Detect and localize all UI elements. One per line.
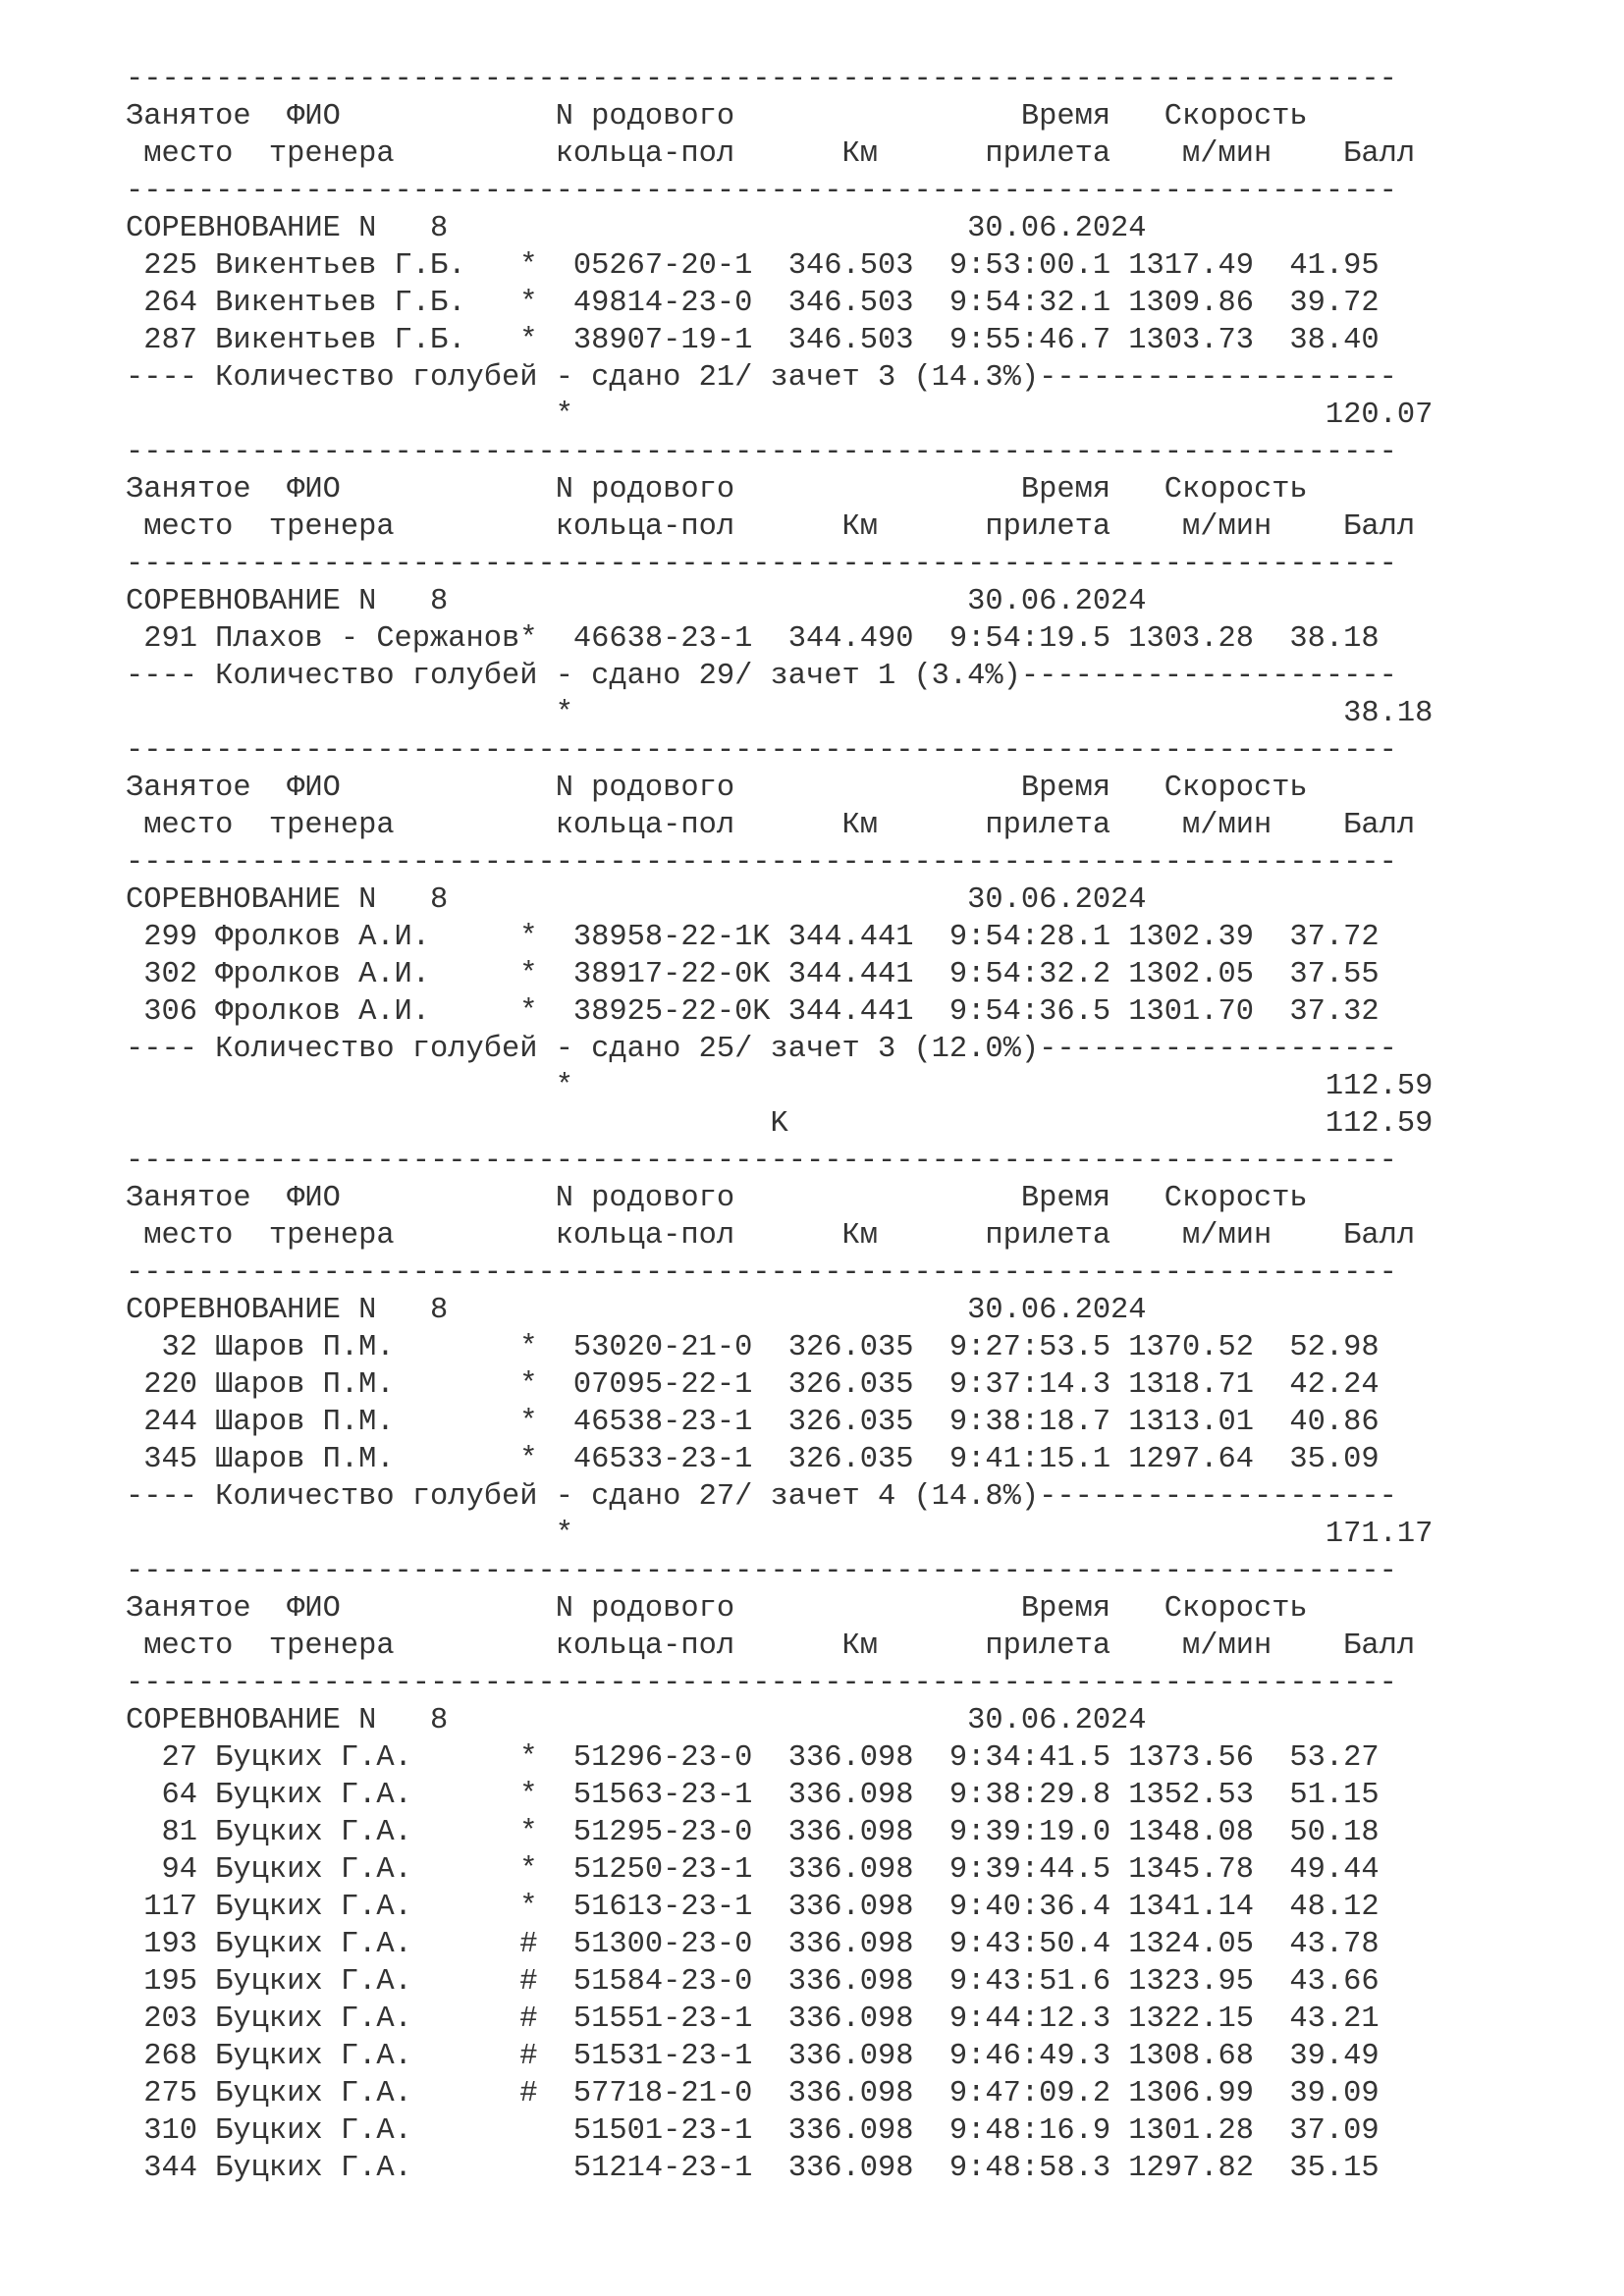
competition-title-line: СОРЕВНОВАНИЕ N 8 30.06.2024 <box>126 1294 1147 1327</box>
separator-line: ----------------------------------------------------------------------- <box>126 734 1397 768</box>
separator-line: ----------------------------------------------------------------------- <box>126 63 1397 96</box>
total-line: * 38.18 <box>126 697 1434 730</box>
summary-line: ---- Количество голубей - сдано 29/ зачет 1 (3.4%)--------------------- <box>126 660 1397 693</box>
result-row: 117 Буцких Г.А. * 51613-23-1 336.098 9:40:36.4 1341.14 48.12 <box>126 1891 1380 1924</box>
result-row: 81 Буцких Г.А. * 51295-23-0 336.098 9:39:19.0 1348.08 50.18 <box>126 1816 1380 1849</box>
result-row: 264 Викентьев Г.Б. * 49814-23-0 346.503 9:54:32.1 1309.86 39.72 <box>126 287 1380 320</box>
separator-line: ----------------------------------------------------------------------- <box>126 1555 1397 1588</box>
result-row: 220 Шаров П.М. * 07095-22-1 326.035 9:37:14.3 1318.71 42.24 <box>126 1368 1380 1402</box>
result-row: 225 Викентьев Г.Б. * 05267-20-1 346.503 9:53:00.1 1317.49 41.95 <box>126 249 1380 283</box>
result-row: 287 Викентьев Г.Б. * 38907-19-1 346.503 9:55:46.7 1303.73 38.40 <box>126 324 1380 357</box>
separator-line: ----------------------------------------------------------------------- <box>126 548 1397 581</box>
result-row: 344 Буцких Г.А. 51214-23-1 336.098 9:48:58.3 1297.82 35.15 <box>126 2152 1380 2185</box>
separator-line: ----------------------------------------------------------------------- <box>126 175 1397 208</box>
column-header-line: Занятое ФИО N родового Время Скорость <box>126 1182 1308 1215</box>
result-row: 345 Шаров П.М. * 46533-23-1 326.035 9:41:15.1 1297.64 35.09 <box>126 1443 1380 1476</box>
result-row: 203 Буцких Г.А. # 51551-23-1 336.098 9:44:12.3 1322.15 43.21 <box>126 2002 1380 2036</box>
result-row: 195 Буцких Г.А. # 51584-23-0 336.098 9:43:51.6 1323.95 43.66 <box>126 1965 1380 1999</box>
competition-title-line: СОРЕВНОВАНИЕ N 8 30.06.2024 <box>126 1704 1147 1737</box>
total-line: K 112.59 <box>126 1107 1434 1141</box>
total-line: * 120.07 <box>126 399 1434 432</box>
result-row: 32 Шаров П.М. * 53020-21-0 326.035 9:27:53.5 1370.52 52.98 <box>126 1331 1380 1364</box>
result-row: 299 Фролков А.И. * 38958-22-1K 344.441 9:54:28.1 1302.39 37.72 <box>126 921 1380 954</box>
column-header-line: Занятое ФИО N родового Время Скорость <box>126 473 1308 507</box>
column-header-line: место тренера кольца-пол Км прилета м/мин Балл <box>126 1629 1416 1663</box>
results-document <box>126 61 1433 2187</box>
separator-line: ----------------------------------------------------------------------- <box>126 436 1397 469</box>
result-row: 302 Фролков А.И. * 38917-22-0K 344.441 9:54:32.2 1302.05 37.55 <box>126 958 1380 991</box>
separator-line: ----------------------------------------------------------------------- <box>126 846 1397 880</box>
summary-line: ---- Количество голубей - сдано 25/ зачет 3 (12.0%)-------------------- <box>126 1033 1397 1066</box>
result-row: 244 Шаров П.М. * 46538-23-1 326.035 9:38:18.7 1313.01 40.86 <box>126 1406 1380 1439</box>
result-row: 193 Буцких Г.А. # 51300-23-0 336.098 9:43:50.4 1324.05 43.78 <box>126 1928 1380 1961</box>
result-row: 275 Буцких Г.А. # 57718-21-0 336.098 9:47:09.2 1306.99 39.09 <box>126 2077 1380 2110</box>
result-row: 94 Буцких Г.А. * 51250-23-1 336.098 9:39:44.5 1345.78 49.44 <box>126 1853 1380 1887</box>
competition-title-line: СОРЕВНОВАНИЕ N 8 30.06.2024 <box>126 883 1147 917</box>
separator-line: ----------------------------------------------------------------------- <box>126 1145 1397 1178</box>
column-header-line: Занятое ФИО N родового Время Скорость <box>126 100 1308 133</box>
separator-line: ----------------------------------------------------------------------- <box>126 1667 1397 1700</box>
column-header-line: место тренера кольца-пол Км прилета м/мин Балл <box>126 809 1416 842</box>
competition-title-line: СОРЕВНОВАНИЕ N 8 30.06.2024 <box>126 585 1147 618</box>
column-header-line: Занятое ФИО N родового Время Скорость <box>126 1592 1308 1626</box>
result-row: 64 Буцких Г.А. * 51563-23-1 336.098 9:38:29.8 1352.53 51.15 <box>126 1779 1380 1812</box>
summary-line: ---- Количество голубей - сдано 27/ зачет 4 (14.8%)-------------------- <box>126 1480 1397 1514</box>
column-header-line: место тренера кольца-пол Км прилета м/мин Балл <box>126 510 1416 544</box>
result-row: 310 Буцких Г.А. 51501-23-1 336.098 9:48:16.9 1301.28 37.09 <box>126 2114 1380 2148</box>
column-header-line: место тренера кольца-пол Км прилета м/мин Балл <box>126 1219 1416 1253</box>
total-line: * 171.17 <box>126 1518 1434 1551</box>
competition-title-line: СОРЕВНОВАНИЕ N 8 30.06.2024 <box>126 212 1147 245</box>
result-row: 291 Плахов - Сержанов* 46638-23-1 344.490 9:54:19.5 1303.28 38.18 <box>126 622 1380 656</box>
column-header-line: Занятое ФИО N родового Время Скорость <box>126 772 1308 805</box>
result-row: 306 Фролков А.И. * 38925-22-0K 344.441 9:54:36.5 1301.70 37.32 <box>126 995 1380 1029</box>
result-row: 268 Буцких Г.А. # 51531-23-1 336.098 9:46:49.3 1308.68 39.49 <box>126 2040 1380 2073</box>
result-row: 27 Буцких Г.А. * 51296-23-0 336.098 9:34:41.5 1373.56 53.27 <box>126 1741 1380 1775</box>
column-header-line: место тренера кольца-пол Км прилета м/мин Балл <box>126 137 1416 171</box>
separator-line: ----------------------------------------------------------------------- <box>126 1256 1397 1290</box>
total-line: * 112.59 <box>126 1070 1434 1103</box>
summary-line: ---- Количество голубей - сдано 21/ зачет 3 (14.3%)-------------------- <box>126 361 1397 395</box>
